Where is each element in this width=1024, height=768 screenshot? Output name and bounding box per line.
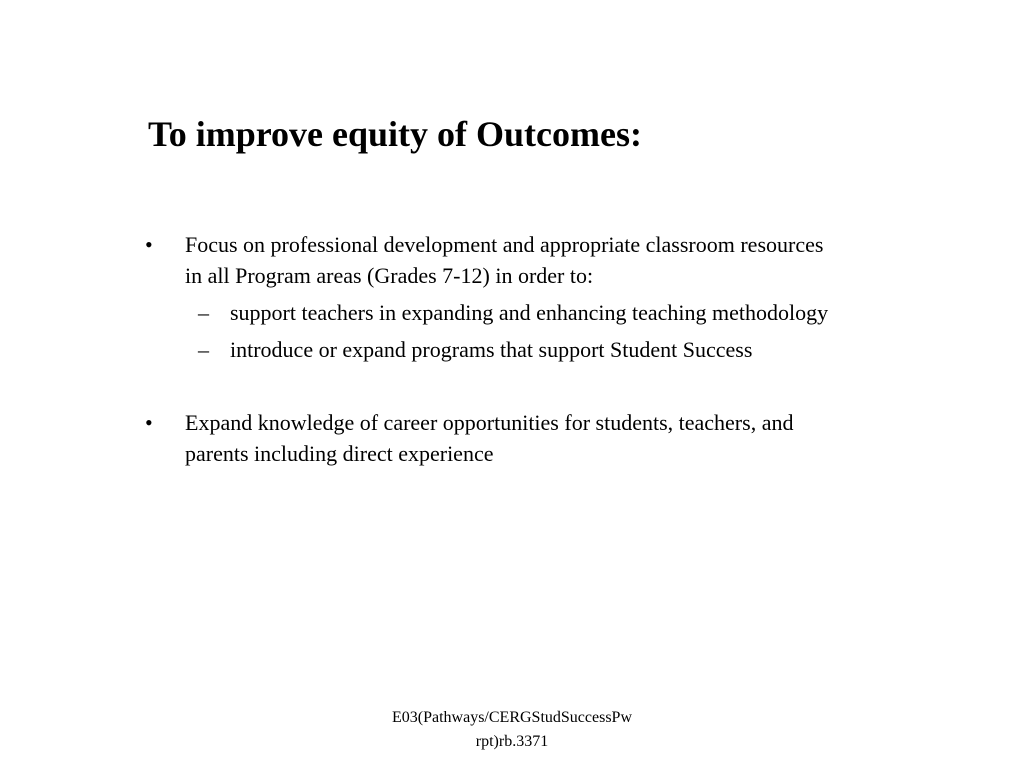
slide-body [145, 229, 945, 469]
footer-line: E03(Pathways/CERGStudSuccessPw [392, 709, 632, 726]
bullet-marker: • [145, 410, 153, 435]
dash-marker: – [198, 337, 209, 362]
footer-line: rpt)rb.3371 [475, 733, 549, 750]
bullet-item [145, 229, 945, 291]
sub-bullet-item [145, 297, 945, 328]
bullet-text-line: in all Program areas (Grades 7-12) in order to: [185, 263, 594, 288]
spacer [145, 365, 945, 407]
slide-footer [340, 706, 684, 754]
sub-bullet-text: introduce or expand programs that support Student Success [230, 337, 753, 362]
sub-bullet-text: support teachers in expanding and enhancing teaching methodology [230, 300, 829, 325]
bullet-text-line: Focus on professional development and appropriate classroom resources [185, 232, 824, 257]
dash-marker: – [198, 300, 209, 325]
bullet-item [145, 407, 945, 469]
slide-title: To improve equity of Outcomes: [148, 114, 642, 154]
bullet-text-line: Expand knowledge of career opportunities for students, teachers, and [185, 410, 794, 435]
bullet-text-line: parents including direct experience [185, 441, 494, 466]
sub-bullet-item [145, 334, 945, 365]
bullet-marker: • [145, 232, 153, 257]
